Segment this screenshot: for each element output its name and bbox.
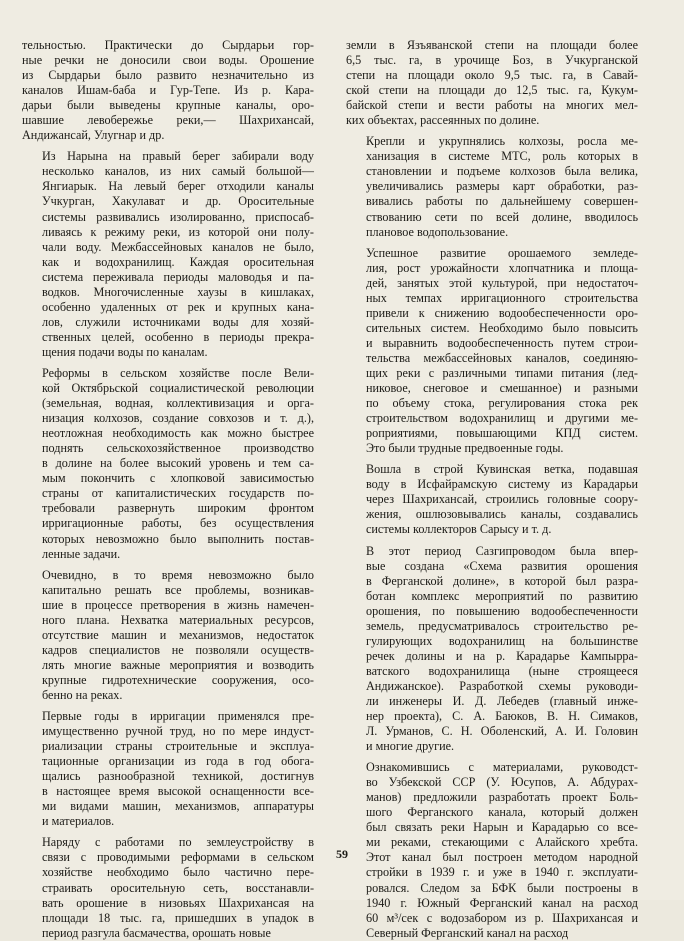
left-paragraph [22,149,314,360]
text-line: площади 18 тыс. га, пришедших в упадок в [42,910,314,925]
text-line: был связать реки Нарын и Карадарью со все- [366,820,638,835]
text-line: Реформы в сельском хозяйстве после Вели- [42,365,314,380]
text-line: манов) предложили разработать проект Боль- [366,790,638,805]
text-line: в настоящее время высокой оснащенности все- [42,784,314,799]
left-paragraph [22,38,314,143]
left-paragraph [22,366,314,562]
text-line: земель, предусматривалось строительство ре- [366,618,638,633]
text-line: ми видами машин, механизмов, аппаратуры [42,799,314,814]
text-line: имущественно ручной труд, но по мере индуст- [42,724,314,739]
text-line: лия, рост урожайности хлопчатника и площа- [366,260,638,275]
text-line: Андижансай, Улугнар и др. [22,128,165,143]
text-line: увеличивались размеры карт обработки, раз- [366,179,638,194]
text-line: ных темпах ирригационного строительства [366,290,638,305]
text-line: щались разнообразной техникой, достигнув [42,769,314,784]
text-line: кой Октябрьской социалистической революции [42,381,314,396]
text-line: Л. Урманов, С. Н. Оболенский, А. И. Головин [366,724,638,739]
text-line: и выравнить водообеспеченность путем строи- [366,335,638,350]
text-line: шавшие левобережье реки,— Шахрихансай, [22,113,314,128]
text-line: бенно на реках. [42,687,123,702]
text-line: степи на площади около 9,5 тыс. га, в Савай- [346,68,638,83]
text-line: система переживала периоды маловодья и па- [42,269,314,284]
right-paragraph [346,462,638,537]
text-line: нер проекта), С. А. Баюков, В. Н. Симаков, [366,709,638,724]
text-line: байской степи и вести работы на многих мел- [346,98,638,113]
right-paragraph [346,38,638,128]
text-line: в Ферганской долине», в которой был разра- [366,573,638,588]
text-line: хозяйстве необходимо было частично пере- [42,865,314,880]
text-line: и материалов. [42,814,115,829]
text-line: тельства межбассейновых каналов, соединяю- [366,350,638,365]
text-line: Учкурган, Хакулават и др. Оросительные [42,194,314,209]
text-line: несколько каналов, из них самый большой— [42,164,314,179]
right-paragraph [346,544,638,755]
left-paragraph [22,568,314,703]
text-line: период разгула басмачества, орошать новые [42,925,271,940]
text-line: ханизация в системе МТС, роль которых в [366,149,638,164]
text-line: гулирующих водохранилищ на большинстве [366,633,638,648]
text-line: Ознакомившись с материалами, руководст- [366,760,638,775]
text-line: В этот период Сазгипроводом была впер- [366,543,638,558]
text-line: тельностью. Практически до Сырдарьи гор- [22,38,314,52]
text-line: которых невозможно было выполнить постав- [42,531,314,546]
text-line: строительством водохранилищ и другими ме- [366,411,638,426]
text-line: страны от капиталистических государств по- [42,486,314,501]
text-line: поднять сельскохозяйственное производство [42,441,314,456]
text-line: лять многие важные мероприятия и возводить [42,657,314,672]
text-line: и многие другие. [366,739,455,754]
text-line: Этот канал был построен методом народной [366,850,638,865]
text-line: системы развивались изолированно, приспосаб- [42,209,314,224]
text-line: ровался. Следом за БФК были построены в [366,880,638,895]
text-line: ствованию сети по всей долине, вводилось [366,209,638,224]
text-line: земли в Язъяванской степи на площади более [346,38,638,52]
text-line: низация колхозов, создание совхозов и т. д.), [42,411,314,426]
text-line: кадров специалистов не позволяли осуществ- [42,642,314,657]
text-line: ные речки не доносили свои воды. Орошение [22,53,314,68]
right-paragraph [346,134,638,239]
text-line: неотложная необходимость как можно быстрее [42,426,314,441]
text-line: водков. Многочисленные хаузы в кишлаках, [42,284,314,299]
text-line: 60 м³/сек с водозабором из р. Шахрихансая и [366,910,638,925]
text-line: по объему стока, регулирования стока рек [366,396,638,411]
text-line: Из Нарына на правый берег забирали воду [42,149,314,164]
text-line: стройки в 1939 г. и уже в 1940 г. эксплуати- [366,865,638,880]
text-line: плановое водопользование. [366,224,509,239]
text-line: Успешное развитие орошаемого земледе- [366,245,638,260]
text-line: ленные задачи. [42,546,121,561]
text-line: щих реки с различными типами питания (лед- [366,365,638,380]
text-line: ской степи на площади до 12,5 тыс. га, Кукум- [346,83,638,98]
text-line: капитально решать все проблемы, возникав- [42,582,314,597]
page-number: 59 [336,847,348,861]
text-line: тационные организации из года в год обога- [42,754,314,769]
text-line: ственных целей, особенно в периоды прекра- [42,329,314,344]
text-line: вые создана «Схема развития орошения [366,558,638,573]
text-line: ного плана. Нехватка материальных ресурсов, [42,612,314,627]
text-line: ми реками, стекающими с Алайского хребта. [366,835,638,850]
text-line: дарьи были выведены крупные каналы, оро- [22,98,314,113]
text-line: ирригационные работы, без осуществления [42,516,314,531]
text-line: воду в Исфайрамскую систему из Карадарьи [366,477,638,492]
text-line: требовали развернуть широким фронтом [42,501,314,516]
text-line: 1940 г. Южный Ферганский канал на расход [366,895,638,910]
text-line: жения, ошлюзовывались каналы, создавались [366,507,638,522]
text-line: чали воду. Межбассейновых каналов не было, [42,239,314,254]
text-line: щения подачи воды по каналам. [42,344,208,359]
text-line: Северный Ферганский канал на расход [366,925,569,940]
left-paragraph [22,709,314,829]
text-line: речек долины и на р. Карадарье Кампырра- [366,648,638,663]
text-line: из Сырдарьи было развито незначительно из [22,68,314,83]
text-line: системы коллекторов Сарысу и т. д. [366,522,552,537]
text-line: ких объектах, рассеянных по долине. [346,113,540,128]
right-text-column [346,38,638,941]
text-line: 6,5 тыс. га, в урочище Боз, в Учкурганской [346,53,638,68]
text-line: ли инженеры И. Д. Лебедев (главный инже- [366,693,638,708]
text-line: орошения, по повышению водообеспеченности [366,603,638,618]
text-line: отсутствие машин и механизмов, недостаток [42,627,314,642]
text-line: страивать оросительную сеть, восстанавли- [42,880,314,895]
text-line: Крепли и укрупнялись колхозы, росла ме- [366,134,638,149]
text-line: шого Ферганского канала, который должен [366,805,638,820]
text-line: в долине на более высокий уровень и тем са- [42,456,314,471]
text-line: никовое, снеговое и смешанное) и разными [366,381,638,396]
text-line: через Шахрихансай, строились головные соору- [366,492,638,507]
text-line: дей, занятых этой культурой, при недостаточ- [366,275,638,290]
text-line: каналов Ишам-баба и Гур-Тепе. Из р. Кара- [22,83,314,98]
text-line: Очевидно, в то время невозможно было [42,567,314,582]
text-line: как и водохранилищ. Каждая оросительная [42,254,314,269]
text-line: во Узбекской ССР (У. Юсупов, А. Абдурах- [366,775,638,790]
text-line: шие в процессе претворения в жизнь намечен- [42,597,314,612]
text-line: крупные гидротехнические сооружения, осо- [42,672,314,687]
text-line: Янгиарык. На левый берег отходили каналы [42,179,314,194]
text-line: (земельная, водная, коллективизация и орга- [42,396,314,411]
text-line: Вошла в строй Кувинская ветка, подавшая [366,462,638,477]
text-line: лов, служили источниками воды для хозяй- [42,314,314,329]
text-line: сительных систем. Необходимо было повысить [366,320,638,335]
text-line: связи с проводимыми реформами в сельском [42,850,314,865]
text-line: Андижанское). Разработкой схемы руководи- [366,678,638,693]
text-line: вать орошение в низовьях Шахрихансая на [42,895,314,910]
text-line: привели к снижению водообеспеченности оро- [366,305,638,320]
text-line: особенно удаленных от рек и крупных кана- [42,299,314,314]
right-paragraph [346,246,638,457]
text-line: Это были трудные предвоенные годы. [366,441,564,456]
text-line: ватского водохранилища (ныне строящееся [366,663,638,678]
text-line: Первые годы в ирригации применялся пре- [42,709,314,724]
text-line: Наряду с работами по землеустройству в [42,835,314,850]
text-line: мым покончить с хлопковой зависимостью [42,471,314,486]
text-line: ливаясь к режиму реки, из которой они полу- [42,224,314,239]
text-line: роприятиями, повышающими КПД систем. [366,426,638,441]
text-line: становлении и подъеме колхозов была велика, [366,164,638,179]
text-line: вивались работы по дальнейшему совершен- [366,194,638,209]
text-line: риализации страны строительные и эксплуа- [42,739,314,754]
text-line: ботан комплекс мероприятий по развитию [366,588,638,603]
left-text-column [22,38,314,941]
